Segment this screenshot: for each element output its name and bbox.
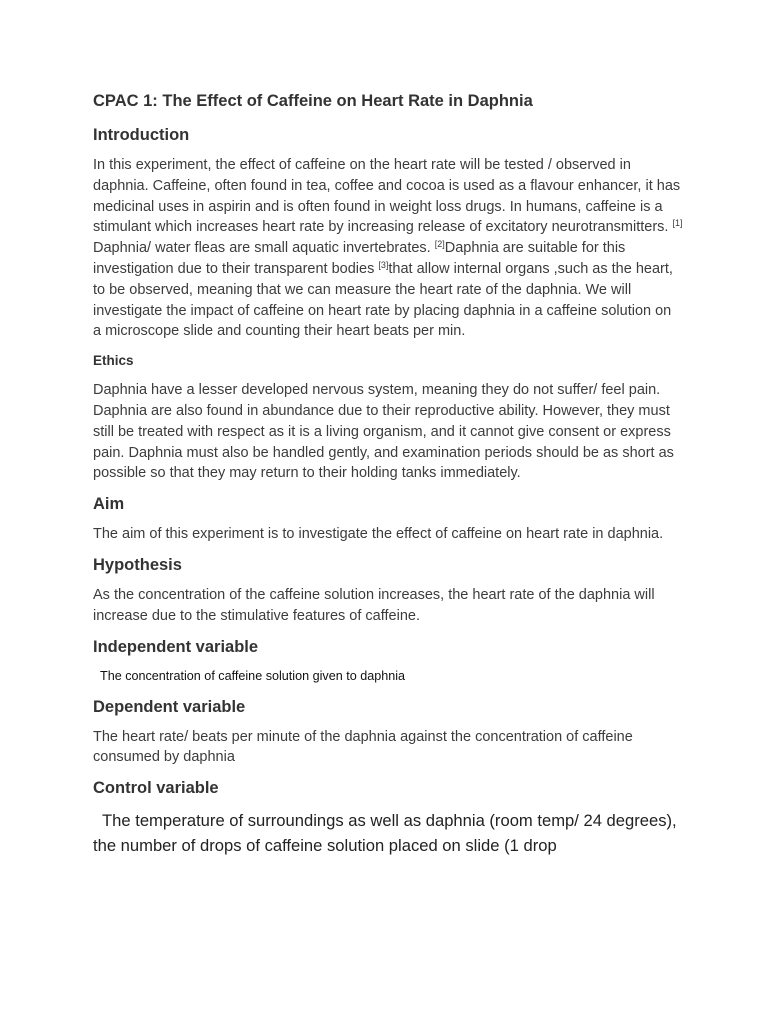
reference-2: [2] xyxy=(434,239,445,250)
reference-3: [3] xyxy=(378,259,389,270)
independent-variable-section xyxy=(93,636,683,685)
control-variable-section xyxy=(93,777,683,858)
aim-section xyxy=(93,493,683,545)
independent-variable-paragraph: The concentration of caffeine solution given to daphnia xyxy=(100,668,406,683)
ethics-section xyxy=(93,351,683,484)
control-variable-text: The temperature of surroundings as well as daphnia (room temp/ 24 degrees), the number of drops of caffeine solution placed on slide (1 drop xyxy=(93,811,677,856)
introduction-section xyxy=(93,124,683,342)
hypothesis-paragraph: As the concentration of the caffeine solution increases, the heart rate of the daphnia will increase due to the stimulative features of caffeine. xyxy=(93,586,655,624)
ethics-paragraph: Daphnia have a lesser developed nervous system, meaning they do not suffer/ feel pain. Daphnia are also found in abundance due to their reproductive ability. However, they must still be treated with respect as it is a living organism, and it cannot give consent or express pain. Daphnia must also be handled gently, and examination periods should be as short as possible so that they may return to their holding tanks immediately. xyxy=(93,382,674,482)
introduction-heading: Introduction xyxy=(93,126,190,144)
hypothesis-heading: Hypothesis xyxy=(93,555,182,574)
control-variable-heading: Control variable xyxy=(93,779,219,798)
document-page xyxy=(93,84,683,858)
introduction-text-part-4: that allow internal organs ,such as the heart, to be observed, meaning that we can measure the heart rate of the daphnia. We will investigate the impact of caffeine on heart rate by placing daphnia in a caffeine solution on a microscope slide and counting their heart beats per min. xyxy=(93,260,673,340)
hypothesis-section xyxy=(93,554,683,627)
control-variable-paragraph xyxy=(93,808,683,858)
document-title: CPAC 1: The Effect of Caffeine on Heart Rate in Daphnia xyxy=(93,92,533,110)
ethics-heading: Ethics xyxy=(93,353,134,369)
reference-1: [1] xyxy=(672,218,683,229)
introduction-paragraph xyxy=(93,155,683,342)
dependent-variable-heading: Dependent variable xyxy=(93,697,246,716)
dependent-variable-section xyxy=(93,696,683,769)
independent-variable-heading: Independent variable xyxy=(93,637,259,656)
aim-heading: Aim xyxy=(93,495,125,514)
introduction-text-part-1: In this experiment, the effect of caffeine on the heart rate will be tested / observed in daphnia. Caffeine, often found in tea, coffee and cocoa is used as a flavour enhancer, it has medicinal uses in aspirin and is often found in weight loss drugs. In humans, caffeine is a stimulant which increases heart rate by increasing release of excitatory neurotransmitters. xyxy=(93,157,681,236)
introduction-text-part-2: Daphnia/ water fleas are small aquatic invertebrates. xyxy=(93,240,435,257)
introduction-text-part-3: Daphnia are suitable for this investigation due to their transparent bodies xyxy=(93,240,626,277)
dependent-variable-paragraph: The heart rate/ beats per minute of the daphnia against the concentration of caffeine consumed by daphnia xyxy=(93,728,633,766)
aim-paragraph: The aim of this experiment is to investigate the effect of caffeine on heart rate in daphnia. xyxy=(93,526,664,543)
